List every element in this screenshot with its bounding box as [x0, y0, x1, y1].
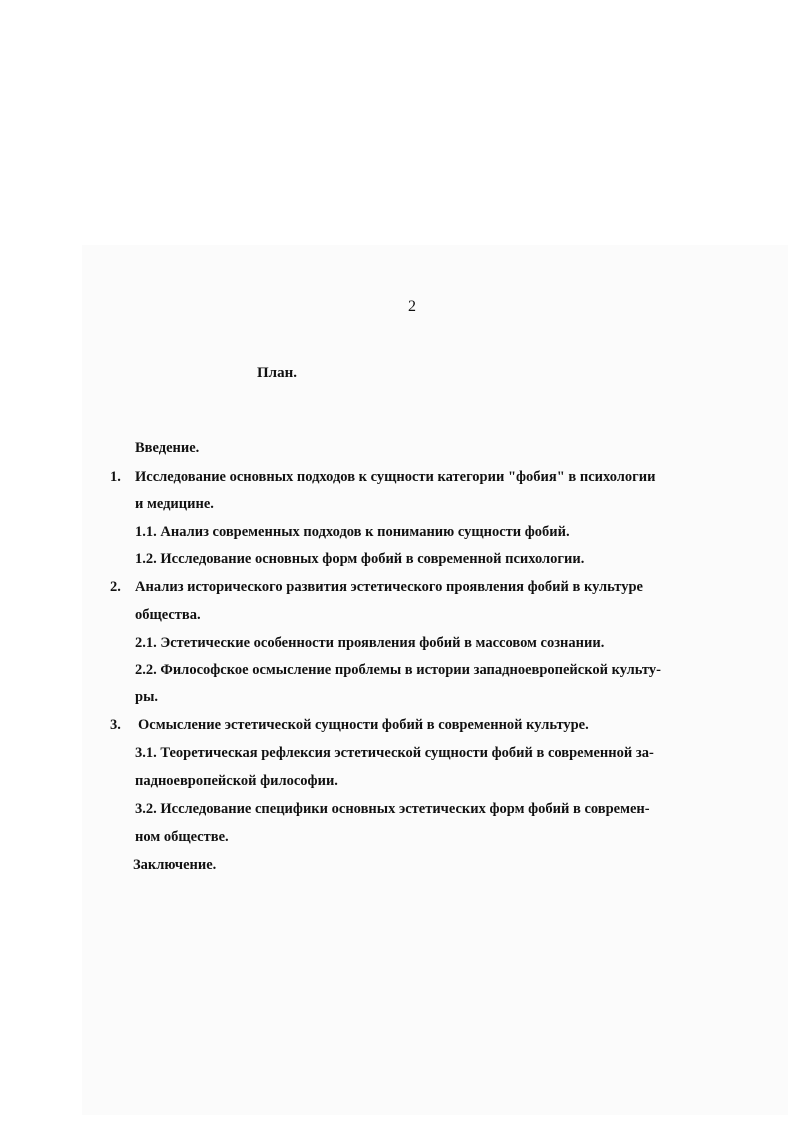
subsection-2-1: 2.1. Эстетические особенности проявления фобий в массовом сознании.: [135, 635, 605, 651]
subsection-2-2-line-2: ры.: [135, 689, 159, 705]
scanned-page-area: [82, 245, 788, 1115]
page-number: 2: [408, 298, 416, 315]
introduction-item: Введение.: [135, 440, 200, 456]
subsection-2-2-line-1: 2.2. Философское осмысление проблемы в истории западноевропейской культу-: [135, 662, 661, 678]
subsection-1-1: 1.1. Анализ современных подходов к пониманию сущности фобий.: [135, 524, 570, 540]
conclusion-item: Заключение.: [133, 857, 217, 873]
plan-title: План.: [257, 365, 297, 381]
section-2-line-1: Анализ исторического развития эстетического проявления фобий в культуре: [135, 579, 643, 595]
subsection-3-2-line-2: ном обществе.: [135, 829, 229, 845]
section-1-number: 1.: [110, 469, 121, 485]
subsection-3-1-line-2: падноевропейской философии.: [135, 773, 338, 789]
subsection-3-1-line-1: 3.1. Теоретическая рефлексия эстетической сущности фобий в современной за-: [135, 745, 654, 761]
subsection-3-2-line-1: 3.2. Исследование специфики основных эстетических форм фобий в современ-: [135, 801, 650, 817]
section-2-number: 2.: [110, 579, 121, 595]
section-2-line-2: общества.: [135, 607, 201, 623]
section-3-line-1: Осмысление эстетической сущности фобий в современной культуре.: [138, 717, 589, 733]
section-1-line-1: Исследование основных подходов к сущности категории "фобия" в психологии: [135, 469, 656, 485]
section-3-number: 3.: [110, 717, 121, 733]
section-1-line-2: и медицине.: [135, 496, 214, 512]
subsection-1-2: 1.2. Исследование основных форм фобий в современной психологии.: [135, 551, 585, 567]
